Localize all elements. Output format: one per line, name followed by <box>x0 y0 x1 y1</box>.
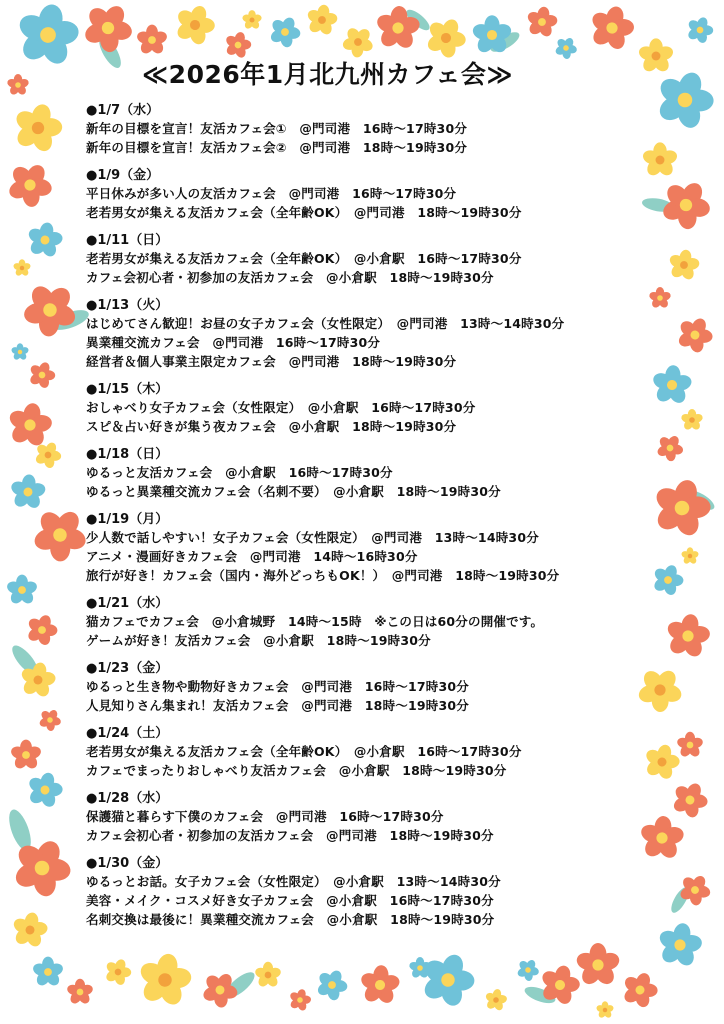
flower-icon <box>680 409 704 431</box>
flower-icon <box>676 732 704 759</box>
flower-icon <box>412 946 483 1016</box>
flower-icon <box>32 957 65 988</box>
flower-icon <box>11 343 30 361</box>
day-block <box>86 167 666 222</box>
flower-icon <box>7 98 70 159</box>
day-block <box>86 232 666 287</box>
flower-icon <box>596 1001 615 1019</box>
flower-icon <box>6 575 39 606</box>
event-item: ゆるっと生き物や動物好きカフェ会 @門司港 16時～17時30分 <box>86 679 469 694</box>
event-item: ゆるっと友活カフェ会 @小倉駅 16時～17時30分 <box>86 465 393 480</box>
event-item: 名刺交換は最後に！異業種交流カフェ会 @小倉駅 18時～19時30分 <box>86 912 495 927</box>
schedule <box>86 102 666 929</box>
flower-icon <box>168 0 222 51</box>
flower-icon <box>0 154 61 216</box>
event-item: アニメ・漫画好きカフェ会 @門司港 14時～16時30分 <box>86 549 418 564</box>
flower-icon <box>310 964 353 1006</box>
day-block <box>86 381 666 436</box>
event-item: 経営者＆個人事業主限定カフェ会 @門司港 18時～19時30分 <box>86 354 457 369</box>
event-item: 老若男女が集える友活カフェ会（全年齢OK） @小倉駅 16時～17時30分 <box>86 251 522 266</box>
flower-icon <box>6 74 30 96</box>
day-block <box>86 511 666 585</box>
flower-icon <box>11 272 89 349</box>
flower-icon <box>303 2 341 39</box>
flower-icon <box>574 943 621 988</box>
flower-icon <box>22 768 68 812</box>
event-item: ゲームが好き！友活カフェ会 @小倉駅 18時～19時30分 <box>86 633 431 648</box>
flower-icon <box>682 13 718 48</box>
flower-icon <box>254 962 282 989</box>
flower-icon <box>8 909 51 951</box>
day-block <box>86 102 666 157</box>
day-date: ●1/15（木） <box>86 382 169 397</box>
flower-icon <box>221 29 255 62</box>
day-block <box>86 855 666 929</box>
flower-icon <box>670 311 719 359</box>
event-item: 美容・メイク・コスメ好き女子カフェ会 @小倉駅 16時～17時30分 <box>86 893 494 908</box>
day-block <box>86 595 666 650</box>
flower-icon <box>373 4 424 53</box>
day-block <box>86 725 666 780</box>
day-date: ●1/7（水） <box>86 103 160 118</box>
event-item: 人見知りさん集まれ！友活カフェ会 @門司港 18時～19時30分 <box>86 698 469 713</box>
flower-icon <box>10 740 43 771</box>
flower-icon <box>523 4 561 41</box>
day-date: ●1/19（月） <box>86 512 169 527</box>
event-item: おしゃべり女子カフェ会（女性限定） @小倉駅 16時～17時30分 <box>86 400 476 415</box>
day-block <box>86 790 666 845</box>
event-item: カフェ会初心者・初参加の友活カフェ会 @門司港 18時～19時30分 <box>86 828 494 843</box>
flower-icon <box>665 247 703 284</box>
flower-icon <box>661 610 715 662</box>
event-item: 旅行が好き！カフェ会（国内・海外どっちもOK！） @門司港 18時～19時30分 <box>86 568 560 583</box>
event-item: 平日休みが多い人の友活カフェ会 @門司港 16時～17時30分 <box>86 186 457 201</box>
flower-icon <box>34 705 66 736</box>
day-date: ●1/18（日） <box>86 447 169 462</box>
day-date: ●1/28（水） <box>86 791 169 806</box>
event-item: 少人数で話しやすい！女子カフェ会（女性限定） @門司港 13時～14時30分 <box>86 530 539 545</box>
day-block <box>86 297 666 371</box>
flower-icon <box>10 0 86 72</box>
flower-icon <box>132 949 197 1012</box>
day-date: ●1/24（土） <box>86 726 169 741</box>
day-date: ●1/9（金） <box>86 168 160 183</box>
event-item: はじめてさん歓迎！お昼の女子カフェ会（女性限定） @門司港 13時～14時30分 <box>86 316 565 331</box>
flower-icon <box>13 259 32 277</box>
flower-icon <box>2 829 82 908</box>
event-item: 新年の目標を宣言！友活カフェ会② @門司港 18時～19時30分 <box>86 140 468 155</box>
day-date: ●1/13（火） <box>86 298 169 313</box>
flower-icon <box>357 963 403 1007</box>
flower-icon <box>583 1 640 56</box>
event-item: カフェ会初心者・初参加の友活カフェ会 @小倉駅 18時～19時30分 <box>86 270 494 285</box>
day-block <box>86 446 666 501</box>
event-list <box>86 58 666 939</box>
flower-icon <box>66 979 94 1006</box>
page-title: ≪2026年1月北九州カフェ会≫ <box>142 60 514 89</box>
flower-icon <box>681 547 700 565</box>
event-item: 新年の目標を宣言！友活カフェ会① @門司港 16時～17時30分 <box>86 121 468 136</box>
flower-icon <box>665 776 714 824</box>
flower-icon <box>512 955 544 986</box>
event-item: 老若男女が集える友活カフェ会（全年齢OK） @門司港 18時～19時30分 <box>86 205 522 220</box>
flower-icon <box>136 25 169 56</box>
flower-icon <box>286 986 315 1014</box>
flower-icon <box>616 967 664 1014</box>
day-date: ●1/21（水） <box>86 596 169 611</box>
flower-icon <box>23 219 66 261</box>
flower-icon <box>24 358 60 393</box>
day-block <box>86 660 666 715</box>
event-item: ゆるっと異業種交流カフェ会（名刺不要） @小倉駅 18時～19時30分 <box>86 484 501 499</box>
event-item: 異業種交流カフェ会 @門司港 16時～17時30分 <box>86 335 381 350</box>
event-item: 保護猫と暮らす下僕のカフェ会 @門司港 16時～17時30分 <box>86 809 444 824</box>
flower-icon <box>534 960 585 1010</box>
day-date: ●1/30（金） <box>86 856 169 871</box>
day-date: ●1/23（金） <box>86 661 169 676</box>
event-item: ゆるっとお話。女子カフェ会（女性限定） @小倉駅 13時～14時30分 <box>86 874 501 889</box>
flower-icon <box>482 987 509 1013</box>
flower-icon <box>3 399 57 451</box>
event-item: 老若男女が集える友活カフェ会（全年齢OK） @小倉駅 16時～17時30分 <box>86 744 522 759</box>
flower-icon <box>21 610 63 651</box>
day-date: ●1/11（日） <box>86 233 169 248</box>
flower-icon <box>100 955 136 990</box>
event-item: カフェでまったりおしゃべり友活カフェ会 @小倉駅 18時～19時30分 <box>86 763 507 778</box>
flower-icon <box>263 11 306 53</box>
flower-icon <box>8 473 49 512</box>
event-item: 猫カフェでカフェ会 @小倉城野 14時～15時 ※この日は60分の開催です。 <box>86 614 544 629</box>
event-item: スピ＆占い好きが集う夜カフェ会 @小倉駅 18時～19時30分 <box>86 419 457 434</box>
flower-icon <box>241 10 262 30</box>
